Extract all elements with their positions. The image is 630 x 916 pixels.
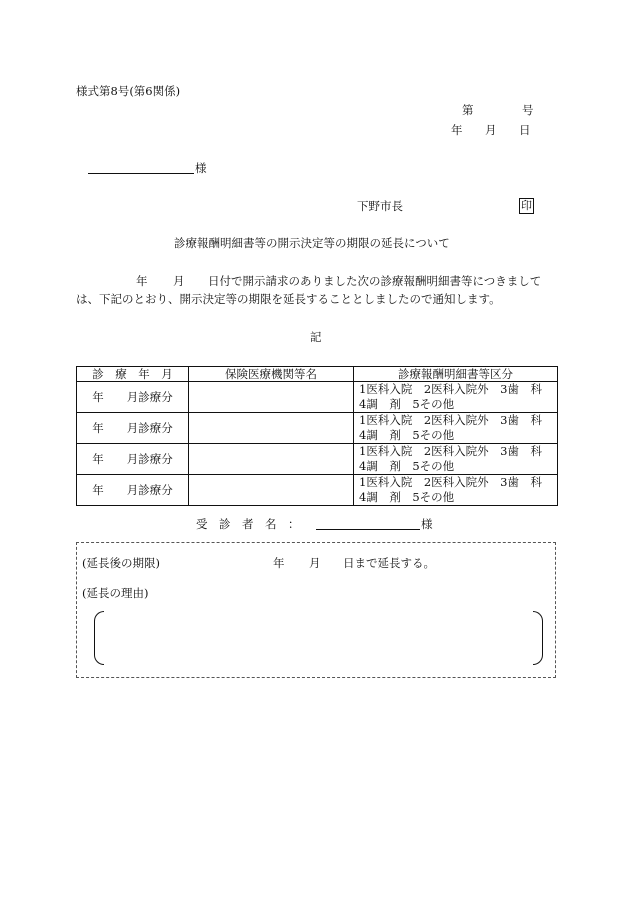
category-cell[interactable] bbox=[354, 382, 558, 413]
category-cell[interactable] bbox=[354, 413, 558, 444]
patient-name-suffix: 様 bbox=[421, 517, 433, 531]
body-line2: は、下記のとおり、開示決定等の期限を延長することとしましたので通知します。 bbox=[76, 292, 501, 306]
table-row bbox=[77, 444, 558, 475]
seal-mark: 印 bbox=[521, 199, 532, 212]
period-cell: 年 月診療分 bbox=[77, 475, 189, 506]
period-cell: 年 月診療分 bbox=[77, 382, 189, 413]
extension-month: 月 bbox=[309, 556, 321, 570]
header-institution: 保険医療機関等名 bbox=[189, 367, 354, 382]
extension-reason-label: (延長の理由) bbox=[82, 586, 149, 600]
category-cell[interactable] bbox=[354, 475, 558, 506]
form-number: 様式第8号(第6関係) bbox=[76, 84, 181, 98]
institution-cell[interactable] bbox=[189, 444, 354, 475]
table-row bbox=[77, 382, 558, 413]
document-number-suffix: 号 bbox=[522, 103, 534, 117]
document-number-prefix: 第 bbox=[462, 103, 474, 117]
addressee-blank-line[interactable] bbox=[88, 173, 194, 174]
header-category: 診療報酬明細書等区分 bbox=[354, 367, 558, 382]
right-bracket-icon bbox=[533, 611, 543, 665]
category-options-line2: 4調 剤 5その他 bbox=[359, 428, 455, 442]
institution-cell[interactable] bbox=[189, 382, 354, 413]
extension-period-label: (延長後の期限) bbox=[82, 556, 160, 570]
records-table bbox=[76, 366, 558, 506]
addressee-suffix: 様 bbox=[195, 161, 207, 175]
header-period: 診 療 年 月 bbox=[77, 367, 189, 382]
period-cell: 年 月診療分 bbox=[77, 413, 189, 444]
table-row bbox=[77, 475, 558, 506]
category-options-line1: 1医科入院 2医科入院外 3歯 科 bbox=[359, 444, 542, 458]
category-options-line1: 1医科入院 2医科入院外 3歯 科 bbox=[359, 475, 542, 489]
ki-heading: 記 bbox=[310, 330, 322, 344]
category-options-line2: 4調 剤 5その他 bbox=[359, 490, 455, 504]
extension-year: 年 bbox=[273, 556, 285, 570]
extension-reason-field[interactable] bbox=[108, 614, 528, 660]
table-row bbox=[77, 413, 558, 444]
period-cell: 年 月診療分 bbox=[77, 444, 189, 475]
date-year: 年 bbox=[451, 123, 463, 137]
sender-name: 下野市長 bbox=[357, 199, 403, 213]
body-year: 年 bbox=[136, 274, 148, 288]
table-header-row bbox=[77, 367, 558, 382]
category-options-line2: 4調 剤 5その他 bbox=[359, 459, 455, 473]
body-line1: 日付で開示請求のありました次の診療報酬明細書等につきまして bbox=[208, 274, 542, 288]
notice-title: 診療報酬明細書等の開示決定等の期限の延長について bbox=[174, 236, 450, 250]
date-day: 日 bbox=[519, 123, 531, 137]
date-month: 月 bbox=[485, 123, 497, 137]
category-options-line1: 1医科入院 2医科入院外 3歯 科 bbox=[359, 382, 542, 396]
patient-name-label: 受 診 者 名 ： bbox=[196, 517, 300, 531]
category-cell[interactable] bbox=[354, 444, 558, 475]
institution-cell[interactable] bbox=[189, 413, 354, 444]
institution-cell[interactable] bbox=[189, 475, 354, 506]
extension-day-text: 日まで延長する。 bbox=[343, 556, 435, 570]
body-month: 月 bbox=[173, 274, 185, 288]
patient-name-blank-line[interactable] bbox=[316, 529, 420, 530]
left-bracket-icon bbox=[94, 611, 104, 665]
category-options-line1: 1医科入院 2医科入院外 3歯 科 bbox=[359, 413, 542, 427]
category-options-line2: 4調 剤 5その他 bbox=[359, 397, 455, 411]
